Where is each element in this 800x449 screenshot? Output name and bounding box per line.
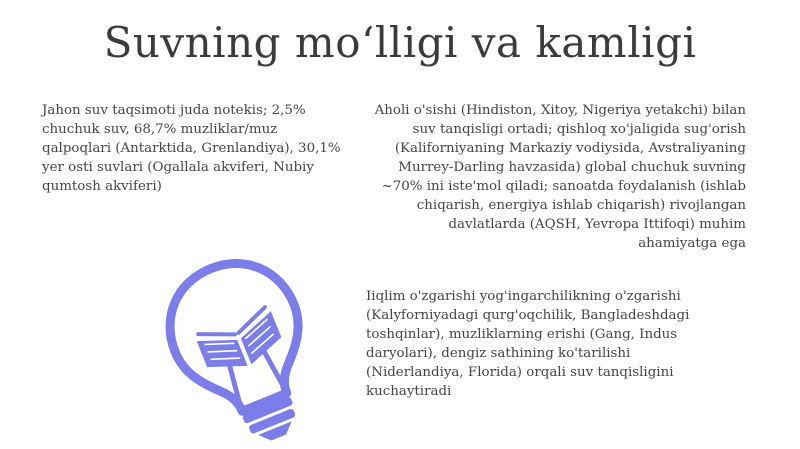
- paragraph-population-usage: Aholi o'sishi (Hindiston, Xitoy, Nigeriya yetakchi) bilan suv tanqisligi ortadi; qishloq xo'jaligida sug'orish (Kaliforniyaning Markaziy vodiysida, Avstraliyaning Murrey-Darling havzasida) global chuchuk suvning ~70% ini iste'mol qiladi; sanoatda foydalanish (ishlab chiqarish, energiya ishlab chiqarish) rivojlangan davlatlarda (AQSH, Yevropa Ittifoqi) muhim ahamiyatga ega: [374, 103, 746, 251]
- paragraph-climate-change: Iiqlim o'zgarishi yog'ingarchilikning o'zgarishi (Kalyforniyadagi qurg'oqchilik, Bangladeshdagi toshqinlar), muzliklarning erishi (Gang, Indus daryolari), dengiz sathining ko'tarilishi (Niderlandiya, Florida) orqali suv tanqisligini kuchaytiradi: [366, 289, 690, 399]
- slide-title: Suvning mo‘lligi va kamligi: [103, 18, 697, 67]
- lightbulb-book-icon: [165, 254, 325, 449]
- paragraph-water-distribution: Jahon suv taqsimoti juda notekis; 2,5% chuchuk suv, 68,7% muzliklar/muz qalpoqlari (Antarktida, Grenlandiya), 30,1% yer osti suvlari (Ogallala akviferi, Nubiy qumtosh akviferi): [42, 103, 341, 194]
